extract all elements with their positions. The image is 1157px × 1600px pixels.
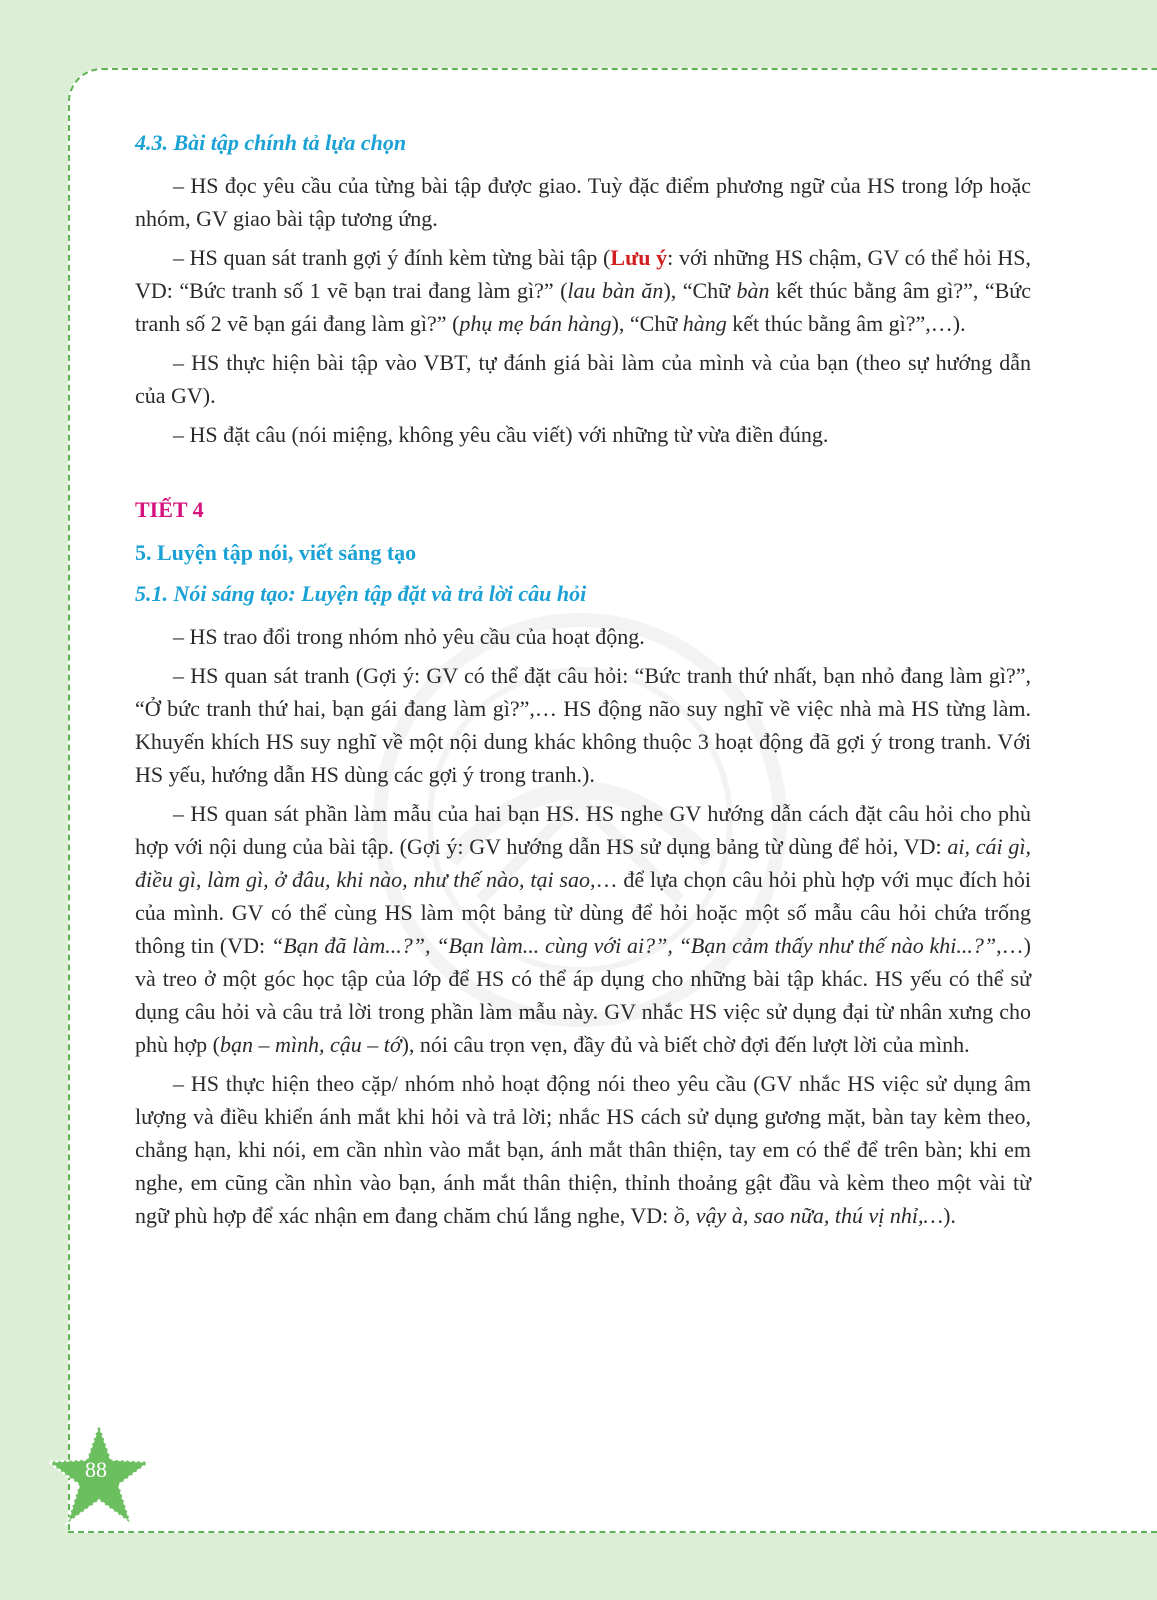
- section-4-3-paragraph-2: – HS quan sát tranh gợi ý đính kèm từng bài tập (Lưu ý: với những HS chậm, GV có thể hỏi HS, VD: “Bức tranh số 1 vẽ bạn trai đang làm gì?” (lau bàn ăn), “Chữ bàn kết thúc bằng âm gì?”, “Bức tranh số 2 vẽ bạn gái đang làm gì?” (phụ mẹ bán hàng), “Chữ hàng kết thúc bằng âm gì?”,…).: [135, 245, 1031, 336]
- section-5-1-paragraph-1: – HS trao đổi trong nhóm nhỏ yêu cầu của hoạt động.: [173, 624, 645, 649]
- section-5-1-title: 5.1. Nói sáng tạo: Luyện tập đặt và trả lời câu hỏi: [135, 581, 587, 606]
- page-content: [135, 118, 1031, 1238]
- note-label: Lưu ý: [610, 245, 668, 270]
- section-5-1-paragraph-2: – HS quan sát tranh (Gợi ý: GV có thể đặt câu hỏi: “Bức tranh thứ nhất, bạn nhỏ đang làm gì?”, “Ở bức tranh thứ hai, bạn gái đang làm gì?”,… HS động não suy nghĩ về việc nhà mà HS từng làm. Khuyến khích HS suy nghĩ về một nội dung khác không thuộc 3 hoạt động đã gợi ý trong tranh. Với HS yếu, hướng dẫn HS dùng các gợi ý trong tranh.).: [135, 663, 1031, 787]
- section-4-3-paragraph-4: – HS đặt câu (nói miệng, không yêu cầu viết) với những từ vừa điền đúng.: [173, 422, 829, 447]
- section-5-1-paragraph-4: – HS thực hiện theo cặp/ nhóm nhỏ hoạt động nói theo yêu cầu (GV nhắc HS việc sử dụng âm lượng và điều khiển ánh mắt khi hỏi và trả lời; nhắc HS cách sử dụng gương mặt, bàn tay kèm theo, chẳng hạn, khi nói, em cần nhìn vào mắt bạn, ánh mắt thân thiện, tay em có thể để trên bàn; khi em nghe, em cũng cần nhìn vào bạn, ánh mắt thân thiện, thỉnh thoảng gật đầu và kèm theo một vài từ ngữ phù hợp để xác nhận em đang chăm chú lắng nghe, VD: ồ, vậy à, sao nữa, thú vị nhỉ,…).: [135, 1071, 1031, 1228]
- page-number: 88: [85, 1457, 107, 1482]
- section-5-1-paragraph-3: – HS quan sát phần làm mẫu của hai bạn HS. HS nghe GV hướng dẫn cách đặt câu hỏi cho phù hợp với nội dung của bài tập. (Gợi ý: GV hướng dẫn HS sử dụng bảng từ dùng để hỏi, VD: ai, cái gì, điều gì, làm gì, ở đâu, khi nào, như thế nào, tại sao,… để lựa chọn câu hỏi phù hợp với mục đích hỏi của mình. GV có thể cùng HS làm một bảng từ dùng để hỏi hoặc một số mẫu câu hỏi chứa trống thông tin (VD: “Bạn đã làm...?”, “Bạn làm... cùng với ai?”, “Bạn cảm thấy như thế nào khi...?”,…) và treo ở một góc học tập của lớp để HS có thể áp dụng cho những bài tập khác. HS yếu có thể sử dụng câu hỏi và câu trả lời trong phần làm mẫu này. GV nhắc HS việc sử dụng đại từ nhân xưng cho phù hợp (bạn – mình, cậu – tớ), nói câu trọn vẹn, đầy đủ và biết chờ đợi đến lượt lời của mình.: [135, 801, 1031, 1057]
- section-4-3-paragraph-3: – HS thực hiện bài tập vào VBT, tự đánh giá bài làm của mình và của bạn (theo sự hướng dẫn của GV).: [135, 350, 1031, 408]
- section-4-3-title: 4.3. Bài tập chính tả lựa chọn: [135, 130, 407, 155]
- section-4-3-paragraph-1: – HS đọc yêu cầu của từng bài tập được giao. Tuỳ đặc điểm phương ngữ của HS trong lớp hoặc nhóm, GV giao bài tập tương ứng.: [135, 173, 1031, 231]
- section-5-title: 5. Luyện tập nói, viết sáng tạo: [135, 540, 417, 565]
- tiet-heading: TIẾT 4: [135, 497, 204, 522]
